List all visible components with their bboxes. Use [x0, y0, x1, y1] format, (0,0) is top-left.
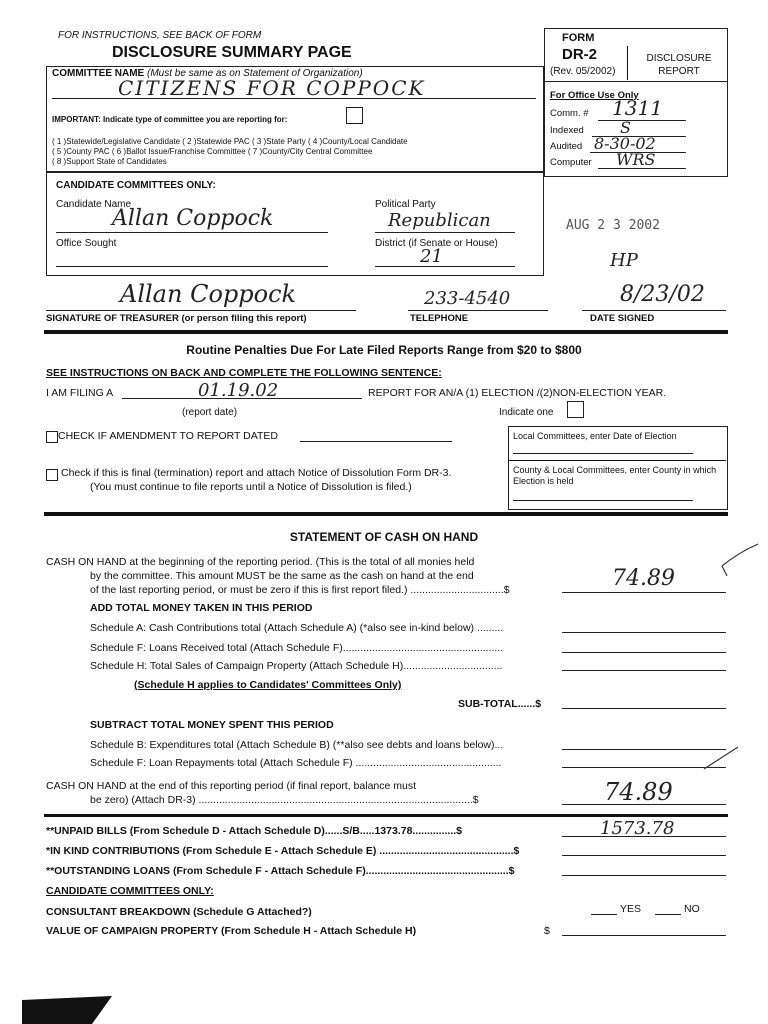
- treasurer-signature-label: SIGNATURE OF TREASURER (or person filing this report): [46, 313, 307, 324]
- indicate-one-label: Indicate one: [499, 407, 554, 418]
- schedule-f-loans-line[interactable]: [562, 652, 726, 653]
- treasurer-signature[interactable]: Allan Coppock: [120, 280, 297, 308]
- candidate-only-label: CANDIDATE COMMITTEES ONLY:: [46, 885, 214, 897]
- schedule-f-repay-label: Schedule F: Loan Repayments total (Attach Schedule F) ..................................................: [90, 757, 502, 769]
- important-note: IMPORTANT: Indicate type of committee you are reporting for:: [52, 115, 288, 124]
- telephone-label: TELEPHONE: [410, 313, 469, 324]
- filing-prefix: I AM FILING A: [46, 387, 114, 399]
- schedule-a-label: Schedule A: Cash Contributions total (Attach Schedule A) (*also see in-kind below) .........: [90, 622, 504, 634]
- date-signed-label: DATE SIGNED: [590, 313, 655, 324]
- cash-end-value[interactable]: 74.89: [604, 778, 673, 806]
- comm-label: Comm. #: [550, 108, 589, 119]
- candidate-name-label: Candidate Name: [56, 199, 132, 210]
- cash-begin-line-3: of the last reporting period, or must be zero if this is first report filed.) ................................$: [90, 584, 510, 596]
- corner-registration-mark: [22, 996, 112, 1024]
- section-divider-3: [44, 814, 728, 817]
- no-label: NO: [684, 903, 700, 915]
- district-value[interactable]: 21: [420, 246, 443, 267]
- telephone-line: [408, 310, 548, 311]
- computer-value: WRS: [616, 150, 656, 169]
- candidate-name-value[interactable]: Allan Coppock: [112, 206, 274, 231]
- in-kind-label: *IN KIND CONTRIBUTIONS (From Schedule E - Attach Schedule E) ..............................................$: [46, 845, 520, 857]
- committee-type-box[interactable]: [346, 107, 363, 124]
- cash-end-line-2: be zero) (Attach DR-3) ..............................................................................................$: [90, 794, 479, 806]
- cash-begin-value[interactable]: 74.89: [612, 566, 675, 591]
- cash-end-line-1: CASH ON HAND at the end of this reporting period (if final report, balance must: [46, 780, 417, 792]
- in-kind-line[interactable]: [562, 855, 726, 856]
- schedule-h-label: Schedule H: Total Sales of Campaign Property (Attach Schedule H)..................................: [90, 660, 503, 672]
- section-divider-2: [44, 512, 728, 516]
- committee-name-note: (Must be same as on Statement of Organization): [147, 68, 363, 79]
- outstanding-loans-label: **OUTSTANDING LOANS (From Schedule F - Attach Schedule F).................................................$: [46, 865, 515, 877]
- schedule-h-note: (Schedule H applies to Candidates' Committees Only): [134, 679, 402, 691]
- form-label: FORM: [562, 32, 595, 44]
- election-year-checkbox[interactable]: [567, 401, 584, 418]
- district-label: District (if Senate or House): [375, 238, 498, 249]
- treasurer-signature-line: [46, 310, 356, 311]
- form-type: DISCLOSURE REPORT: [646, 53, 712, 77]
- party-label: Political Party: [375, 199, 436, 210]
- subtract-heading: SUBTRACT TOTAL MONEY SPENT THIS PERIOD: [90, 719, 334, 731]
- committee-types: [52, 137, 408, 167]
- party-line: [375, 232, 515, 233]
- date-signed-value[interactable]: 8/23/02: [620, 282, 705, 307]
- final-report-checkbox[interactable]: [46, 469, 58, 481]
- audited-label: Audited: [550, 141, 583, 152]
- schedule-a-line[interactable]: [562, 632, 726, 633]
- comm-line: [598, 120, 686, 121]
- committee-name-value[interactable]: CITIZENS FOR COPPOCK: [118, 76, 426, 100]
- office-sought-label: Office Sought: [56, 238, 117, 249]
- consultant-breakdown-label: CONSULTANT BREAKDOWN (Schedule G Attached?): [46, 906, 312, 918]
- schedule-h-line[interactable]: [562, 670, 726, 671]
- add-heading: ADD TOTAL MONEY TAKEN IN THIS PERIOD: [90, 602, 313, 614]
- amendment-date-line[interactable]: [300, 441, 452, 442]
- unpaid-bills-value[interactable]: 1573.78: [600, 818, 675, 839]
- cash-begin-line-2: by the committee. This amount MUST be the same as the cash on hand at the end: [90, 570, 474, 582]
- candidate-section-label: CANDIDATE COMMITTEES ONLY:: [56, 180, 216, 191]
- indexed-label: Indexed: [550, 125, 584, 136]
- form-revision: (Rev. 05/2002): [550, 66, 616, 77]
- district-line: [375, 266, 515, 267]
- final-report-note: (You must continue to file reports until a Notice of Dissolution is filed.): [90, 481, 412, 493]
- report-date-value[interactable]: 01.19.02: [198, 380, 279, 401]
- campaign-property-label: VALUE OF CAMPAIGN PROPERTY (From Schedule H - Attach Schedule H): [46, 925, 417, 937]
- form-number: DR-2: [562, 46, 598, 63]
- party-value[interactable]: Republican: [388, 210, 491, 231]
- yes-label: YES: [620, 903, 642, 915]
- local-box-divider: [508, 460, 726, 461]
- form-box-divider: [627, 46, 628, 80]
- amendment-label: CHECK IF AMENDMENT TO REPORT DATED: [58, 430, 278, 442]
- section-divider-1: [44, 330, 728, 334]
- slash-mark-icon: [700, 745, 744, 775]
- office-use-label: For Office Use Only: [550, 90, 639, 101]
- final-report-label: Check if this is final (termination) report and attach Notice of Dissolution Form DR-3.: [61, 467, 452, 479]
- computer-label: Computer: [550, 157, 592, 168]
- county-line[interactable]: [513, 500, 693, 501]
- instructions-note: FOR INSTRUCTIONS, SEE BACK OF FORM: [58, 30, 262, 41]
- subtotal-line[interactable]: [562, 708, 726, 709]
- report-date-label: (report date): [182, 407, 238, 418]
- committee-name-label: COMMITTEE NAME: [52, 68, 145, 79]
- received-initials: HP: [610, 250, 638, 271]
- penalties-note: Routine Penalties Due For Late Filed Reports Range from $20 to $800: [186, 343, 582, 357]
- amendment-checkbox[interactable]: [46, 431, 58, 443]
- comm-value: 1311: [612, 96, 663, 120]
- schedule-b-label: Schedule B: Expenditures total (Attach Schedule B) (**also see debts and loans below)...: [90, 739, 504, 751]
- subtotal-label: SUB-TOTAL......$: [458, 698, 542, 710]
- types-line-3: ( 8 )Support State of Candidates: [52, 157, 167, 166]
- campaign-property-dollar: $: [544, 925, 550, 937]
- types-line-1: ( 1 )Statewide/Legislative Candidate ( 2 )Statewide PAC ( 3 )State Party ( 4 )County/Local Candidate: [52, 137, 408, 146]
- no-line[interactable]: [655, 914, 681, 915]
- local-committees-label: Local Committees, enter Date of Election: [513, 431, 677, 441]
- cash-begin-text: [46, 555, 510, 597]
- indexed-value: S: [620, 118, 631, 137]
- cash-end-text: [46, 779, 479, 807]
- date-signed-line: [582, 310, 726, 311]
- election-date-line[interactable]: [513, 453, 693, 454]
- filing-suffix: REPORT FOR AN/A (1) ELECTION /(2)NON-ELECTION YEAR.: [368, 387, 667, 399]
- check-mark-icon: [718, 540, 762, 580]
- office-sought-line: [56, 266, 328, 267]
- candidate-name-line: [56, 232, 328, 233]
- cash-statement-title: STATEMENT OF CASH ON HAND: [289, 530, 479, 544]
- campaign-property-line[interactable]: [562, 935, 726, 936]
- instructions-line: SEE INSTRUCTIONS ON BACK AND COMPLETE THE FOLLOWING SENTENCE:: [46, 367, 442, 379]
- cash-begin-line: [562, 592, 726, 593]
- outstanding-loans-line[interactable]: [562, 875, 726, 876]
- received-date-stamp: AUG 2 3 2002: [566, 218, 660, 233]
- types-line-2: ( 5 )County PAC ( 6 )Ballot Issue/Franchise Committee ( 7 )County/City Central Committee: [52, 147, 373, 156]
- audited-value: 8-30-02: [594, 134, 656, 153]
- cash-begin-line-1: CASH ON HAND at the beginning of the reporting period. (This is the total of all monies held: [46, 556, 475, 568]
- page-title: DISCLOSURE SUMMARY PAGE: [112, 44, 352, 61]
- telephone-value[interactable]: 233-4540: [424, 288, 511, 309]
- county-committees-label: County & Local Committees, enter County in which Election is held: [513, 465, 717, 486]
- unpaid-bills-label: **UNPAID BILLS (From Schedule D - Attach Schedule D)......S/B.....1373.78...............$: [46, 825, 463, 837]
- schedule-f-loans-label: Schedule F: Loans Received total (Attach Schedule F).......................................................: [90, 642, 504, 654]
- yes-line[interactable]: [591, 914, 617, 915]
